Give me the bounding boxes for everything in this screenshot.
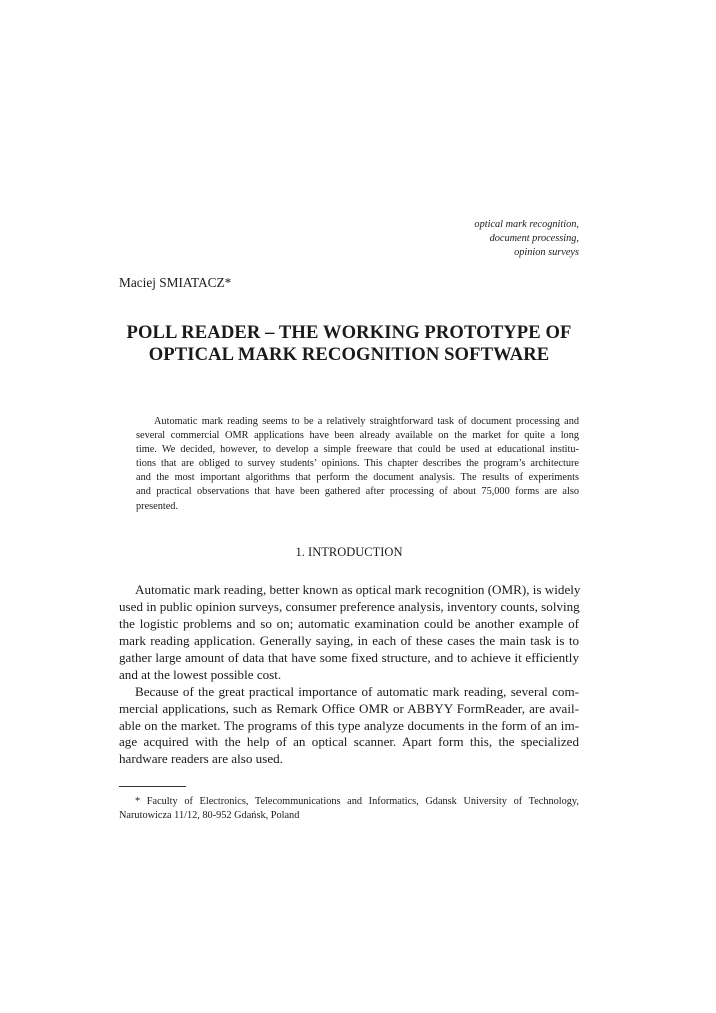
title-line: POLL READER – THE WORKING PROTOTYPE OF — [126, 322, 572, 343]
paragraph-line: hardware readers are also used. — [119, 751, 283, 767]
paragraph-line: the logistic problems and so on; automatic examination could be another example of — [119, 615, 579, 631]
paragraph-line: gather large amount of data that have some fixed structure, and to achieve it efficiently — [119, 649, 579, 665]
paragraph-line: mark reading application. Generally saying, in each of these cases the main task is to — [119, 632, 579, 648]
abstract-line: tions that are obliged to survey students’ opinions. This chapter describes the program’s architecture — [136, 458, 579, 470]
abstract-line: and practical observations that have been gathered after processing of about 75,000 forms are also — [136, 486, 579, 498]
section-heading: 1. INTRODUCTION — [295, 545, 403, 559]
paper-title — [119, 322, 579, 366]
abstract-line: and the most important algorithms that perform the document analysis. The results of experiments — [136, 472, 579, 484]
abstract-line: several commercial OMR applications have been already available on the market for quite a long — [136, 430, 579, 442]
keywords — [279, 218, 579, 260]
paragraph-line: used in public opinion surveys, consumer preference analysis, inventory counts, solving — [119, 598, 580, 614]
paragraph-line: age acquired with the help of an optical scanner. Apart form this, the specialized — [119, 734, 579, 750]
title-line: OPTICAL MARK RECOGNITION SOFTWARE — [148, 344, 550, 365]
paragraph-line: Because of the great practical importance of automatic mark reading, several com- — [135, 683, 579, 699]
footnote-line: * Faculty of Electronics, Telecommunications and Informatics, Gdansk University of Technology, — [135, 796, 579, 807]
abstract-line: Automatic mark reading seems to be a relatively straightforward task of document processing and — [154, 416, 579, 427]
keyword-line: document processing, — [489, 233, 579, 244]
keyword-line: optical mark recognition, — [474, 219, 579, 230]
paragraph-line: able on the market. The programs of this type analyze documents in the form of an im- — [119, 717, 579, 733]
paragraph-line: and at the lowest possible cost. — [119, 666, 282, 682]
footnote — [119, 795, 579, 823]
body-text — [119, 582, 579, 768]
paragraph-line: Automatic mark reading, better known as optical mark recognition (OMR), is widely — [135, 582, 581, 597]
keyword-line: opinion surveys — [514, 247, 579, 258]
footnote-divider — [119, 786, 186, 787]
abstract — [136, 415, 579, 514]
paragraph-line: mercial applications, such as Remark Office OMR or ABBYY FormReader, are avail- — [119, 700, 579, 716]
author-name: Maciej SMIATACZ* — [119, 275, 232, 290]
footnote-line: Narutowicza 11/12, 80-952 Gdańsk, Poland — [119, 810, 300, 821]
abstract-line: presented. — [136, 500, 179, 512]
abstract-line: time. We decided, however, to develop a simple freeware that could be used at educational institu- — [136, 444, 579, 456]
